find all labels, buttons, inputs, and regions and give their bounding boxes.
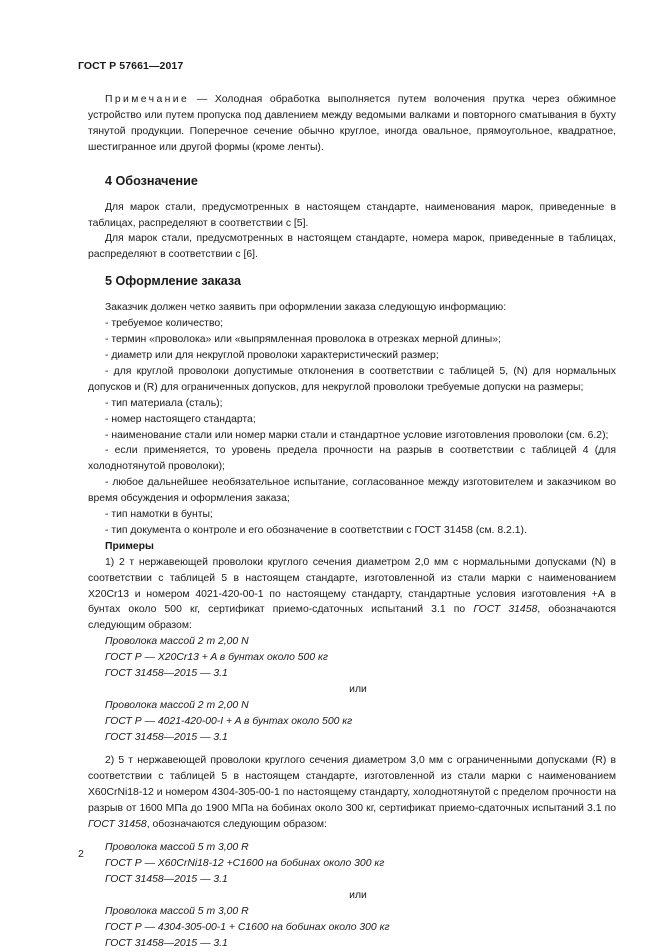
list-item: - диаметр или для некруглой проволоки характеристический размер; [105,349,439,361]
list-item: - требуемое количество; [105,318,224,330]
note-paragraph [88,92,616,156]
section-4-paragraph-2: Для марок стали, предусмотренных в настоящем стандарте, номера марок, приведенные в таблицах, распределяют в соответствии с [6]. [88,233,616,261]
list-item: - тип документа о контроле и его обозначение в соответствии с ГОСТ 31458 (см. 8.2.1). [105,524,527,536]
list-item: - термин «проволока» или «выпрямленная проволока в отрезках мерной длины»; [105,334,501,346]
example-1-or: или [349,684,367,696]
example-2-reference: ГОСТ 31458 [88,818,147,830]
list-item: - если применяется, то уровень предела прочности на разрыв в соответствии с таблицей 4 (для холоднотянутой проволоки); [88,445,616,473]
list-item: - тип намотки в бунты; [105,509,213,521]
list-item: - наименование стали или номер марки стали и стандартное условие изготовления проволоки (см. 6.2); [105,429,609,441]
example-2-designation-a: Проволока массой 5 т 3,00 R ГОСТ Р — X60CrNi18-12 +C1600 на бобинах около 300 кг ГОСТ 31458—2015 — 3.1 [105,841,385,885]
document-header: ГОСТ Р 57661—2017 [78,60,184,72]
list-item: - номер настоящего стандарта; [105,413,256,425]
example-1-designation-a: Проволока массой 2 т 2,00 N ГОСТ Р — X20Cr13 + A в бунтах около 500 кг ГОСТ 31458—2015 — 3.1 [105,636,329,680]
section-5-intro: Заказчик должен четко заявить при оформлении заказа следующую информацию: [105,302,507,314]
examples-title: Примеры [105,540,154,552]
section-4-paragraph-1: Для марок стали, предусмотренных в настоящем стандарте, наименования марок, приведенные в таблицах, распределяют в соответствии с [5]. [88,201,616,229]
example-1-reference: ГОСТ 31458 [473,604,538,616]
example-2-designation-b: Проволока массой 5 т 3,00 R ГОСТ Р — 4304-305-00-1 + C1600 на бобинах около 300 кг ГОСТ 31458—2015 — 3.1 [105,905,390,949]
page-number: 2 [78,848,84,860]
example-1-text: 1) 2 т нержавеющей проволоки круглого сечения диаметром 2,0 мм с нормальными допусками (N) в соответствии с таблицей 5 в настоящем стандарте, изготовленной из стали марки с наименованием X20Cr13 и номером 4021-420-00-1 по настоящему стандарту, стандартные условия изготовления +А в бунтах около 500 кг, сертификат приемо-сдаточных испытаний 3.1 по ГОСТ 31458, обозначаются следующим образом: [88,556,616,632]
example-2-or: или [349,889,367,901]
document-body [88,92,616,952]
list-item: - для круглой проволоки допустимые отклонения в соответствии с таблицей 5, (N) для нормальных допусков и (R) для ограниченных допусков, для некруглой проволоки требуемые допуски на размеры; [88,365,616,393]
example-1-designation-b: Проволока массой 2 т 2,00 N ГОСТ Р — 4021-420-00-I + A в бунтах около 500 кг ГОСТ 31458—2015 — 3.1 [105,700,353,744]
section-4-title: 4 Обозначение [105,173,198,188]
section-5-title: 5 Оформление заказа [105,274,242,289]
note-text: — Холодная обработка выполняется путем волочения прутка через обжимное устройство или путем пропуска под давлением между ведомыми валками и повторного сматывания в бухту тянутой продукции. Поперечное сечение обычно круглое, иногда овальное, прямоугольное, квадратное, шестигранное или другой формы (кроме ленты). [88,94,616,153]
list-item: - тип материала (сталь); [105,397,223,409]
note-label: Примечание [105,94,190,105]
list-item: - любое дальнейшее необязательное испытание, согласованное между изготовителем и заказчиком во время обсуждения и оформления заказа; [88,477,616,505]
example-2-text: 2) 5 т нержавеющей проволоки круглого сечения диаметром 3,0 мм с ограниченными допусками (R) в соответствии с таблицей 5 в настоящем стандарте, изготовленной из стали марки с наименованием X60CrNi18-12 и номером 4304-305-00-1 по настоящему стандарту, холоднотянутой с пределом прочности на разрыв от 1600 МПа до 1900 МПа на бобинах около 300 кг, сертификат приемо-сдаточных испытаний 3.1 по ГОСТ 31458, обозначаются следующим образом: [88,755,616,830]
